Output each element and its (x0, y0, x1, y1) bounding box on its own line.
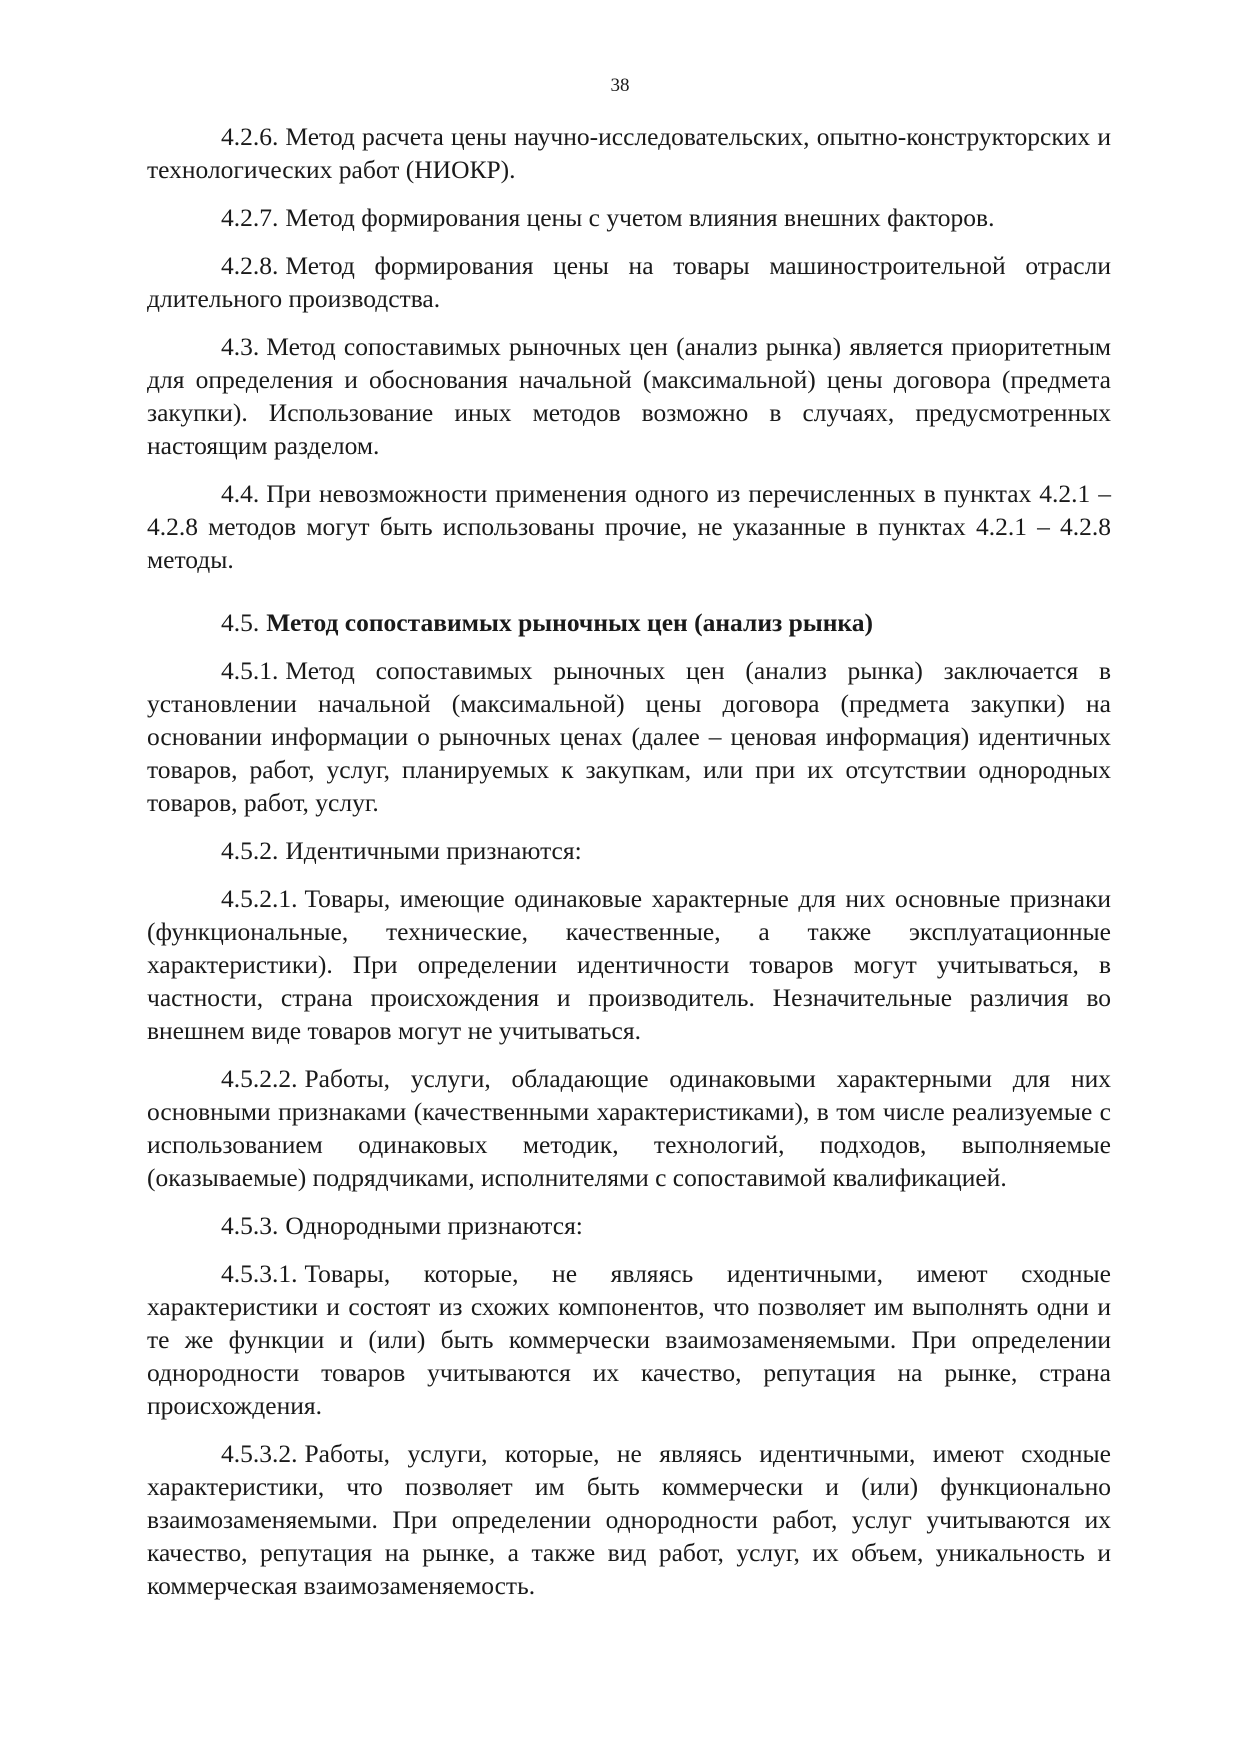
paragraph-number: 4.2.6. (221, 122, 279, 151)
section-title: Метод сопоставимых рыночных цен (анализ рынка) (266, 608, 873, 637)
paragraph-text: Метод формирования цены на товары машиностроительной отрасли длительного производства. (147, 251, 1111, 313)
paragraph-text: Идентичными признаются: (285, 836, 582, 865)
paragraph-number: 4.5.2.1. (221, 884, 298, 913)
paragraph-text: Метод сопоставимых рыночных цен (анализ рынка) является приоритетным для определения и обоснования начальной (максимальной) цены договора (предмета закупки). Использование иных методов возможно в случаях, предусмотренных настоящим разделом. (147, 332, 1111, 460)
page-number: 38 (610, 75, 630, 96)
paragraph-4-5-3 (147, 1209, 1111, 1242)
paragraph-4-5-2-1 (147, 882, 1111, 1047)
paragraph-number: 4.2.7. (221, 203, 279, 232)
paragraph-text: Метод формирования цены с учетом влияния внешних факторов. (285, 203, 995, 232)
section-number: 4.5. (221, 608, 260, 637)
paragraph-number: 4.5.2.2. (221, 1064, 298, 1093)
paragraph-4-5-3-2 (147, 1437, 1111, 1602)
paragraph-4-2-8 (147, 249, 1111, 315)
paragraph-4-2-7 (147, 201, 1111, 234)
paragraph-4-4 (147, 477, 1111, 576)
paragraph-number: 4.5.1. (221, 656, 279, 685)
paragraph-text: Метод сопоставимых рыночных цен (анализ рынка) заключается в установлении начальной (максимальной) цены договора (предмета закупки) на основании информации о рыночных ценах (далее – ценовая информация) идентичных товаров, работ, услуг, планируемых к закупкам, или при их отсутствии однородных товаров, работ, услуг. (147, 656, 1111, 817)
paragraph-text: Однородными признаются: (285, 1211, 583, 1240)
paragraph-number: 4.2.8. (221, 251, 279, 280)
paragraph-4-3 (147, 330, 1111, 462)
paragraph-4-5-1 (147, 654, 1111, 819)
paragraph-4-2-6 (147, 120, 1111, 186)
paragraph-number: 4.5.3.1. (221, 1259, 298, 1288)
paragraph-4-5-3-1 (147, 1257, 1111, 1422)
document-body (147, 120, 1111, 1617)
paragraph-text: Метод расчета цены научно-исследовательских, опытно-конструкторских и технологических работ (НИОКР). (147, 122, 1111, 184)
paragraph-text: Работы, услуги, которые, не являясь идентичными, имеют сходные характеристики, что позволяет им быть коммерчески и (или) функционально взаимозаменяемыми. При определении однородности работ, услуг учитываются их качество, репутация на рынке, а также вид работ, услуг, их объем, уникальность и коммерческая взаимозаменяемость. (147, 1439, 1111, 1600)
paragraph-number: 4.5.3. (221, 1211, 279, 1240)
paragraph-text: Работы, услуги, обладающие одинаковыми характерными для них основными признаками (качественными характеристиками), в том числе реализуемые с использованием одинаковых методик, технологий, подходов, выполняемые (оказываемые) подрядчиками, исполнителями с сопоставимой квалификацией. (147, 1064, 1111, 1192)
paragraph-number: 4.4. (221, 479, 260, 508)
paragraph-text: При невозможности применения одного из перечисленных в пунктах 4.2.1 – 4.2.8 методов могут быть использованы прочие, не указанные в пунктах 4.2.1 – 4.2.8 методы. (147, 479, 1111, 574)
paragraph-4-5-2 (147, 834, 1111, 867)
paragraph-4-5-2-2 (147, 1062, 1111, 1194)
paragraph-text: Товары, имеющие одинаковые характерные для них основные признаки (функциональные, технические, качественные, а также эксплуатационные характеристики). При определении идентичности товаров могут учитываться, в частности, страна происхождения и производитель. Незначительные различия во внешнем виде товаров могут не учитываться. (147, 884, 1111, 1045)
paragraph-number: 4.5.3.2. (221, 1439, 298, 1468)
paragraph-number: 4.3. (221, 332, 260, 361)
section-heading-4-5 (147, 606, 1111, 639)
paragraph-text: Товары, которые, не являясь идентичными, имеют сходные характеристики и состоят из схожих компонентов, что позволяет им выполнять одни и те же функции и (или) быть коммерчески взаимозаменяемыми. При определении однородности товаров учитываются их качество, репутация на рынке, страна происхождения. (147, 1259, 1111, 1420)
paragraph-number: 4.5.2. (221, 836, 279, 865)
